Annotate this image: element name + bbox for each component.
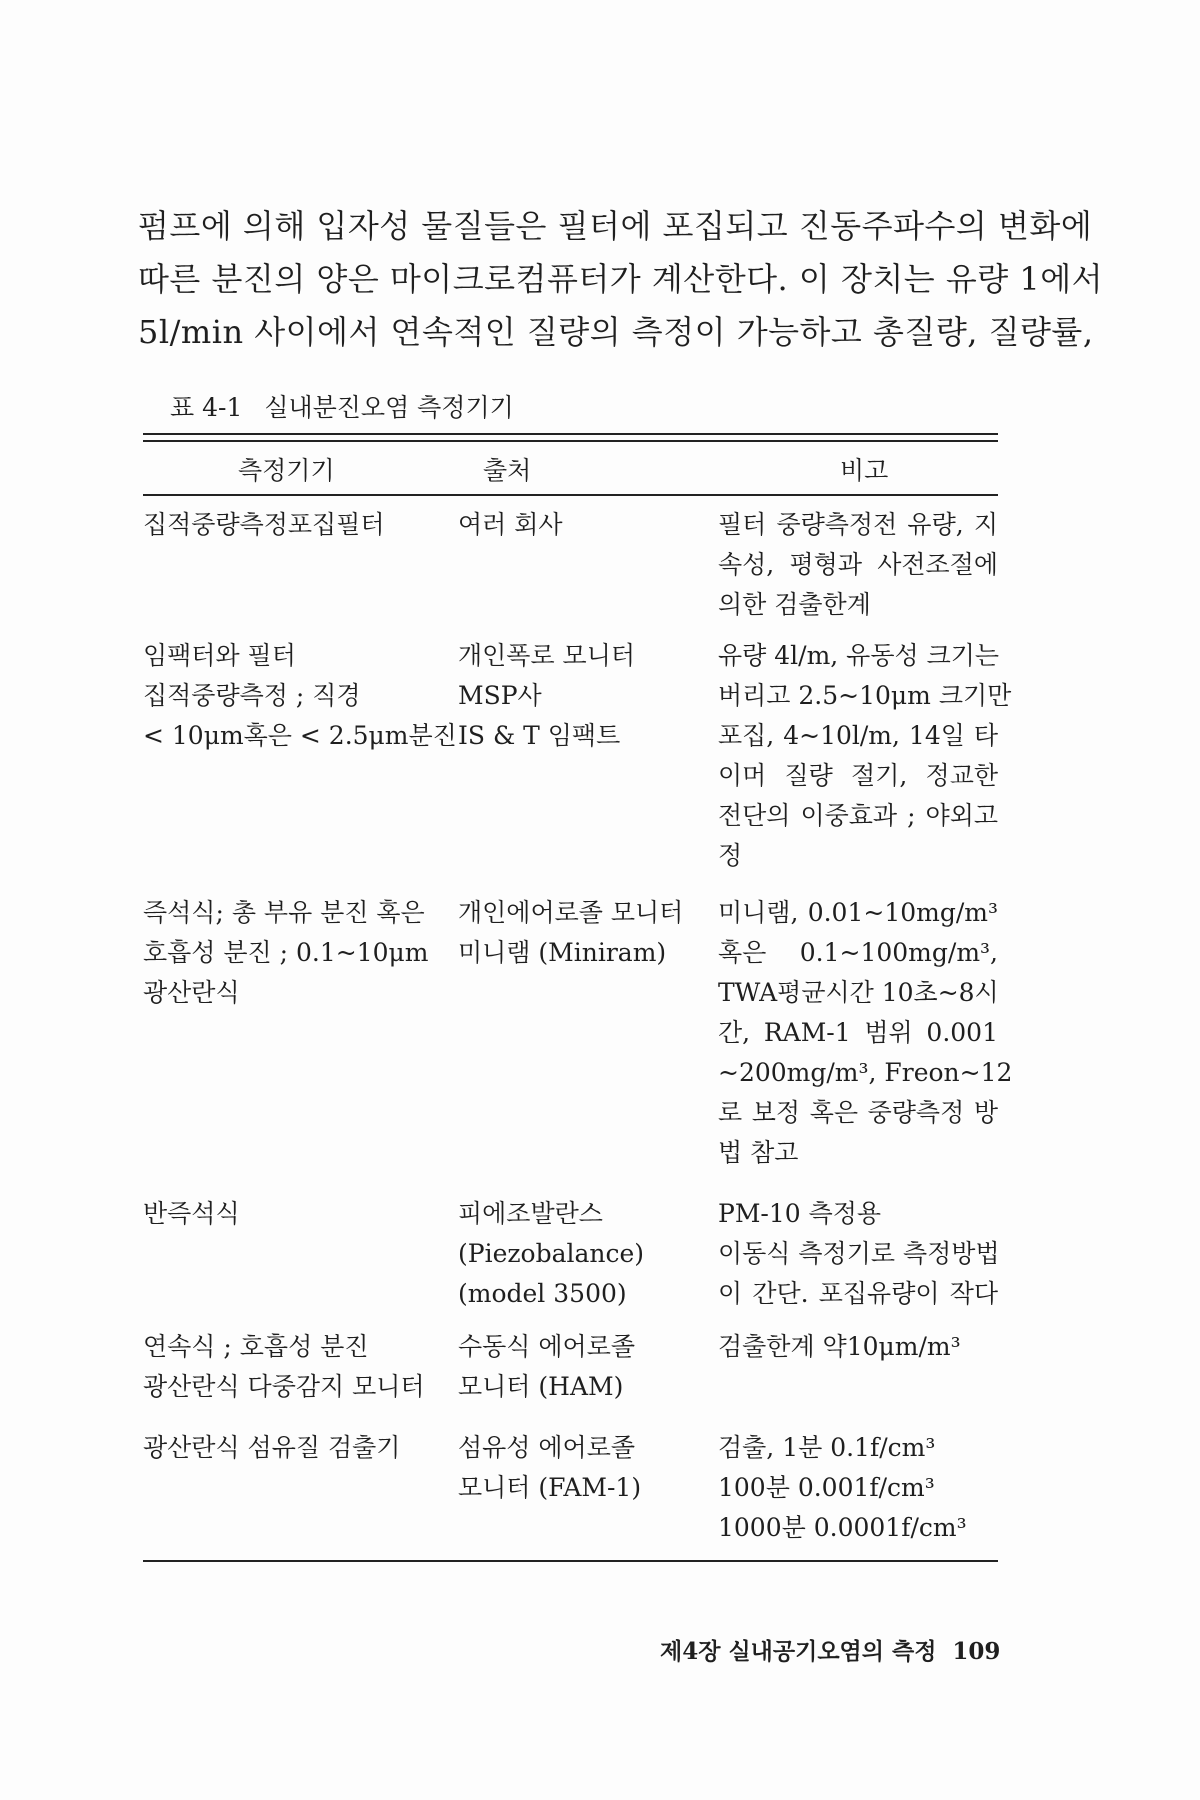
cell-line: 1000분 0.0001f/cm³: [718, 1513, 967, 1542]
cell-line: 개인폭로 모니터: [458, 641, 635, 670]
cell-line: 검출한계 약10μm/m³: [718, 1332, 961, 1361]
cell-line: 로 보정 혹은 중량측정 방: [718, 1098, 998, 1127]
chapter-title: 제4장 실내공기오염의 측정: [660, 1638, 937, 1665]
cell-device: [143, 1327, 443, 1407]
table-top-rule-inner: [143, 440, 998, 442]
cell-line: 즉석식; 총 부유 분진 혹은: [143, 898, 425, 927]
cell-line: 법 참고: [718, 1138, 799, 1167]
cell-line: 정: [718, 841, 743, 870]
cell-device: [143, 893, 443, 1013]
header-device: 측정기기: [238, 456, 335, 485]
cell-line: 광산란식 다중감지 모니터: [143, 1372, 425, 1401]
header-source: 출처: [483, 456, 532, 485]
cell-line: 의한 검출한계: [718, 590, 871, 619]
cell-line: 필터 중량측정전 유량, 지: [718, 510, 998, 539]
cell-source: [458, 505, 728, 545]
cell-source: [458, 636, 728, 756]
cell-line: 간, RAM-1 범위 0.001: [718, 1018, 998, 1047]
cell-line: < 10μm혹은 < 2.5μm분진: [143, 721, 457, 750]
table-caption-number: 표 4-1: [170, 393, 243, 422]
cell-device: [143, 636, 457, 756]
cell-device: [143, 505, 443, 545]
cell-line: 집적중량측정포집필터: [143, 510, 385, 539]
cell-line: (model 3500): [458, 1279, 627, 1308]
cell-note: [718, 636, 1012, 876]
cell-line: 집적중량측정 ; 직경: [143, 681, 361, 710]
cell-source: [458, 893, 728, 973]
cell-line: 유량 4l/m, 유동성 크기는: [718, 641, 1000, 670]
cell-note: [718, 505, 998, 625]
cell-line: 모니터 (HAM): [458, 1372, 624, 1401]
cell-line: 포집, 4~10l/m, 14일 타: [718, 721, 998, 750]
table-caption: [170, 388, 514, 424]
cell-device: [143, 1194, 443, 1234]
cell-note: [718, 1428, 998, 1548]
cell-line: 개인에어로졸 모니터: [458, 898, 684, 927]
cell-line: 미니램, 0.01~10mg/m³: [718, 898, 998, 927]
cell-source: [458, 1327, 728, 1407]
table-header: [143, 451, 998, 491]
cell-line: IS & T 임팩트: [458, 721, 621, 750]
cell-note: [718, 893, 1013, 1173]
cell-line: 임팩터와 필터: [143, 641, 296, 670]
cell-line: 반즉석식: [143, 1199, 240, 1228]
cell-line: TWA평균시간 10초~8시: [718, 978, 999, 1007]
intro-line: 펌프에 의해 입자성 물질들은 필터에 포집되고 진동주파수의 변화에: [138, 207, 1093, 245]
cell-line: 전단의 이중효과 ; 야외고: [718, 801, 998, 830]
cell-line: 연속식 ; 호흡성 분진: [143, 1332, 369, 1361]
intro-line: 5l/min 사이에서 연속적인 질량의 측정이 가능하고 총질량, 질량률,: [138, 313, 1094, 351]
cell-line: 버리고 2.5~10μm 크기만: [718, 681, 1012, 710]
intro-paragraph: [138, 200, 1104, 359]
cell-line: 수동식 에어로졸: [458, 1332, 635, 1361]
cell-line: 검출, 1분 0.1f/cm³: [718, 1433, 936, 1462]
cell-line: 이 간단. 포집유량이 작다: [718, 1279, 998, 1308]
cell-line: MSP사: [458, 681, 542, 710]
table-caption-title: 실내분진오염 측정기기: [264, 393, 514, 422]
cell-line: (Piezobalance): [458, 1239, 645, 1268]
cell-line: 이머 질량 절기, 정교한: [718, 761, 998, 790]
cell-device: [143, 1428, 443, 1468]
table-top-rule: [143, 433, 998, 435]
cell-line: PM-10 측정용: [718, 1199, 882, 1228]
cell-line: 모니터 (FAM-1): [458, 1473, 642, 1502]
cell-line: 100분 0.001f/cm³: [718, 1473, 935, 1502]
page-number: 109: [952, 1638, 1001, 1665]
table-header-rule: [143, 494, 998, 496]
cell-line: 여러 회사: [458, 510, 563, 539]
cell-line: 속성, 평형과 사전조절에: [718, 550, 998, 579]
table-bottom-rule: [143, 1560, 998, 1562]
cell-line: 섬유성 에어로졸: [458, 1433, 635, 1462]
header-note: 비고: [840, 456, 889, 485]
cell-line: 혹은 0.1~100mg/m³,: [718, 938, 998, 967]
intro-line: 따른 분진의 양은 마이크로컴퓨터가 계산한다. 이 장치는 유량 1에서: [138, 260, 1104, 298]
cell-line: 피에조발란스: [458, 1199, 603, 1228]
cell-note: [718, 1327, 998, 1367]
cell-source: [458, 1194, 728, 1314]
cell-source: [458, 1428, 728, 1508]
cell-line: ~200mg/m³, Freon~12: [718, 1058, 1013, 1087]
cell-line: 광산란식: [143, 978, 240, 1007]
cell-line: 광산란식 섬유질 검출기: [143, 1433, 401, 1462]
cell-line: 이동식 측정기로 측정방법: [718, 1239, 1000, 1268]
cell-note: [718, 1194, 998, 1314]
page-footer: [660, 1633, 1001, 1666]
cell-line: 미니램 (Miniram): [458, 938, 667, 967]
cell-line: 호흡성 분진 ; 0.1~10μm: [143, 938, 429, 967]
